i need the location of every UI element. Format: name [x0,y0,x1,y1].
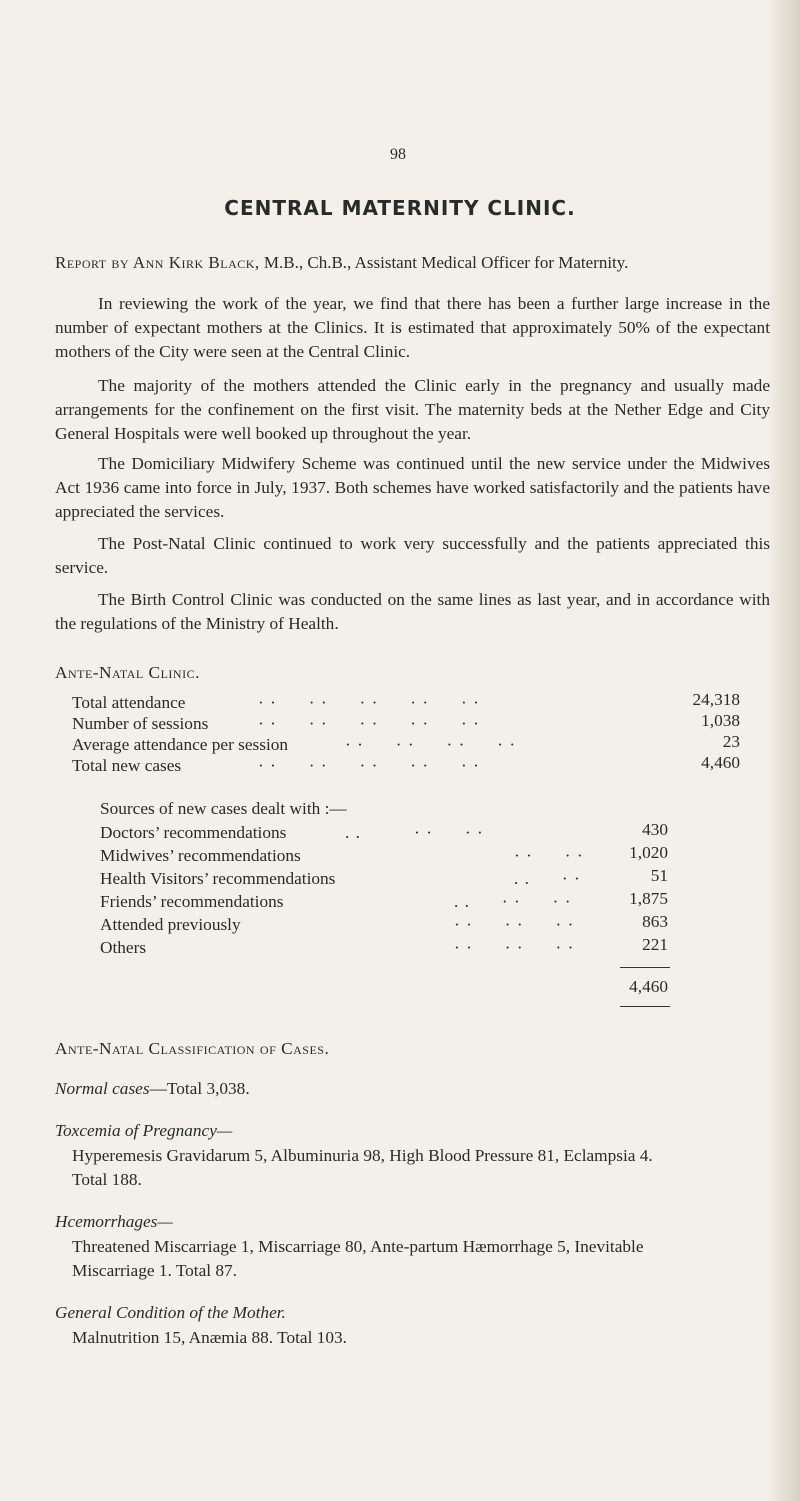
clinic-row-label: Average attendance per session [72,735,289,754]
normal-cases-total: —Total 3,038. [149,1079,250,1098]
paragraph-1: In reviewing the work of the year, we find that there has been a further large increase in the number of expectant mothers at the Clinics. It is estimated that approximately 50% of the expectant mothers of the City were seen at the Central Clinic. [55,294,770,361]
paragraph-2: The majority of the mothers attended the Clinic early in the pregnancy and usually made arrangements for the confinement on the first visit. The maternity beds at the Nether Edge and City General Hospitals were well booked up throughout the year. [55,376,770,443]
sources-total: 4,460 [629,977,668,996]
leader-dots: · · · · · · · · · · [258,756,480,775]
leader-dots: · · · · · · [454,915,575,934]
leader-dots: · · · · · · · · · · [258,693,480,712]
clinic-row-label: Number of sessions [72,714,209,733]
leader-dots: · · · · · · [454,938,575,957]
leader-dots: . . · · [514,869,581,888]
leader-dots: . . · · · · [454,892,572,911]
clinic-row-value: 23 [722,732,740,751]
paragraph-3: The Domiciliary Midwifery Scheme was continued until the new service under the Midwives Act 1936 came into force in July, 1937. Both schemes have worked satisfactorily and the patients have appreciated the services. [55,454,770,521]
normal-cases-label: Normal cases [55,1079,150,1098]
toxaemia-total: Total 188. [72,1170,142,1189]
total-rule-top [620,967,670,968]
haemorrhages-total: Miscarriage 1. Total 87. [72,1261,237,1280]
page-edge-shadow [766,0,800,1501]
source-row-value: 221 [642,935,668,954]
source-row-label: Friends’ recommendations [100,892,284,911]
leader-dots: · · · · [514,846,584,865]
classification-heading: Ante-Natal Classification of Cases. [55,1039,330,1058]
source-row-value: 430 [642,820,668,839]
byline [55,253,628,273]
total-rule-bottom [620,1006,670,1007]
source-row-label: Health Visitors’ recommendations [100,869,336,888]
haemorrhages-detail: Threatened Miscarriage 1, Miscarriage 80, Ante-partum Hæmorrhage 5, Inevitable [72,1237,644,1256]
byline-author: Report by Ann Kirk Black, [55,253,260,272]
source-row-label: Doctors’ recommendations [100,823,287,842]
clinic-row-value: 1,038 [701,711,740,730]
sources-heading: Sources of new cases dealt with :— [100,799,347,818]
clinic-row-label: Total attendance [72,693,186,712]
paragraph-5: The Birth Control Clinic was conducted on the same lines as last year, and in accordance with the regulations of the Ministry of Health. [55,590,770,633]
clinic-row-label: Total new cases [72,756,182,775]
page-number: 98 [390,146,406,163]
source-row-value: 1,020 [629,843,668,862]
general-condition-detail: Malnutrition 15, Anæmia 88. Total 103. [72,1328,347,1347]
ante-natal-clinic-heading: Ante-Natal Clinic. [55,663,200,682]
leader-dots: . . · · · · [345,823,484,842]
paragraph-4: The Post-Natal Clinic continued to work very successfully and the patients appreciated this service. [55,534,770,577]
toxaemia-label: Toxcemia of Pregnancy— [55,1121,233,1140]
source-row-label: Midwives’ recommendations [100,846,301,865]
source-row-value: 1,875 [629,889,668,908]
clinic-row-value: 4,460 [701,753,740,772]
leader-dots: · · · · · · · · [345,735,517,754]
general-condition-label: General Condition of the Mother. [55,1303,286,1322]
page-title: CENTRAL MATERNITY CLINIC. [224,196,576,220]
clinic-row-value: 24,318 [692,690,740,709]
source-row-value: 863 [642,912,668,931]
byline-credentials: M.B., Ch.B., Assistant Medical Officer for Maternity. [263,253,629,272]
normal-cases [55,1079,250,1099]
leader-dots: · · · · · · · · · · [258,714,480,733]
toxaemia-detail: Hyperemesis Gravidarum 5, Albuminuria 98, High Blood Pressure 81, Eclampsia 4. [72,1146,653,1165]
source-row-value: 51 [650,866,668,885]
haemorrhages-label: Hcemorrhages— [55,1212,173,1231]
source-row-label: Others [100,938,147,957]
source-row-label: Attended previously [100,915,241,934]
